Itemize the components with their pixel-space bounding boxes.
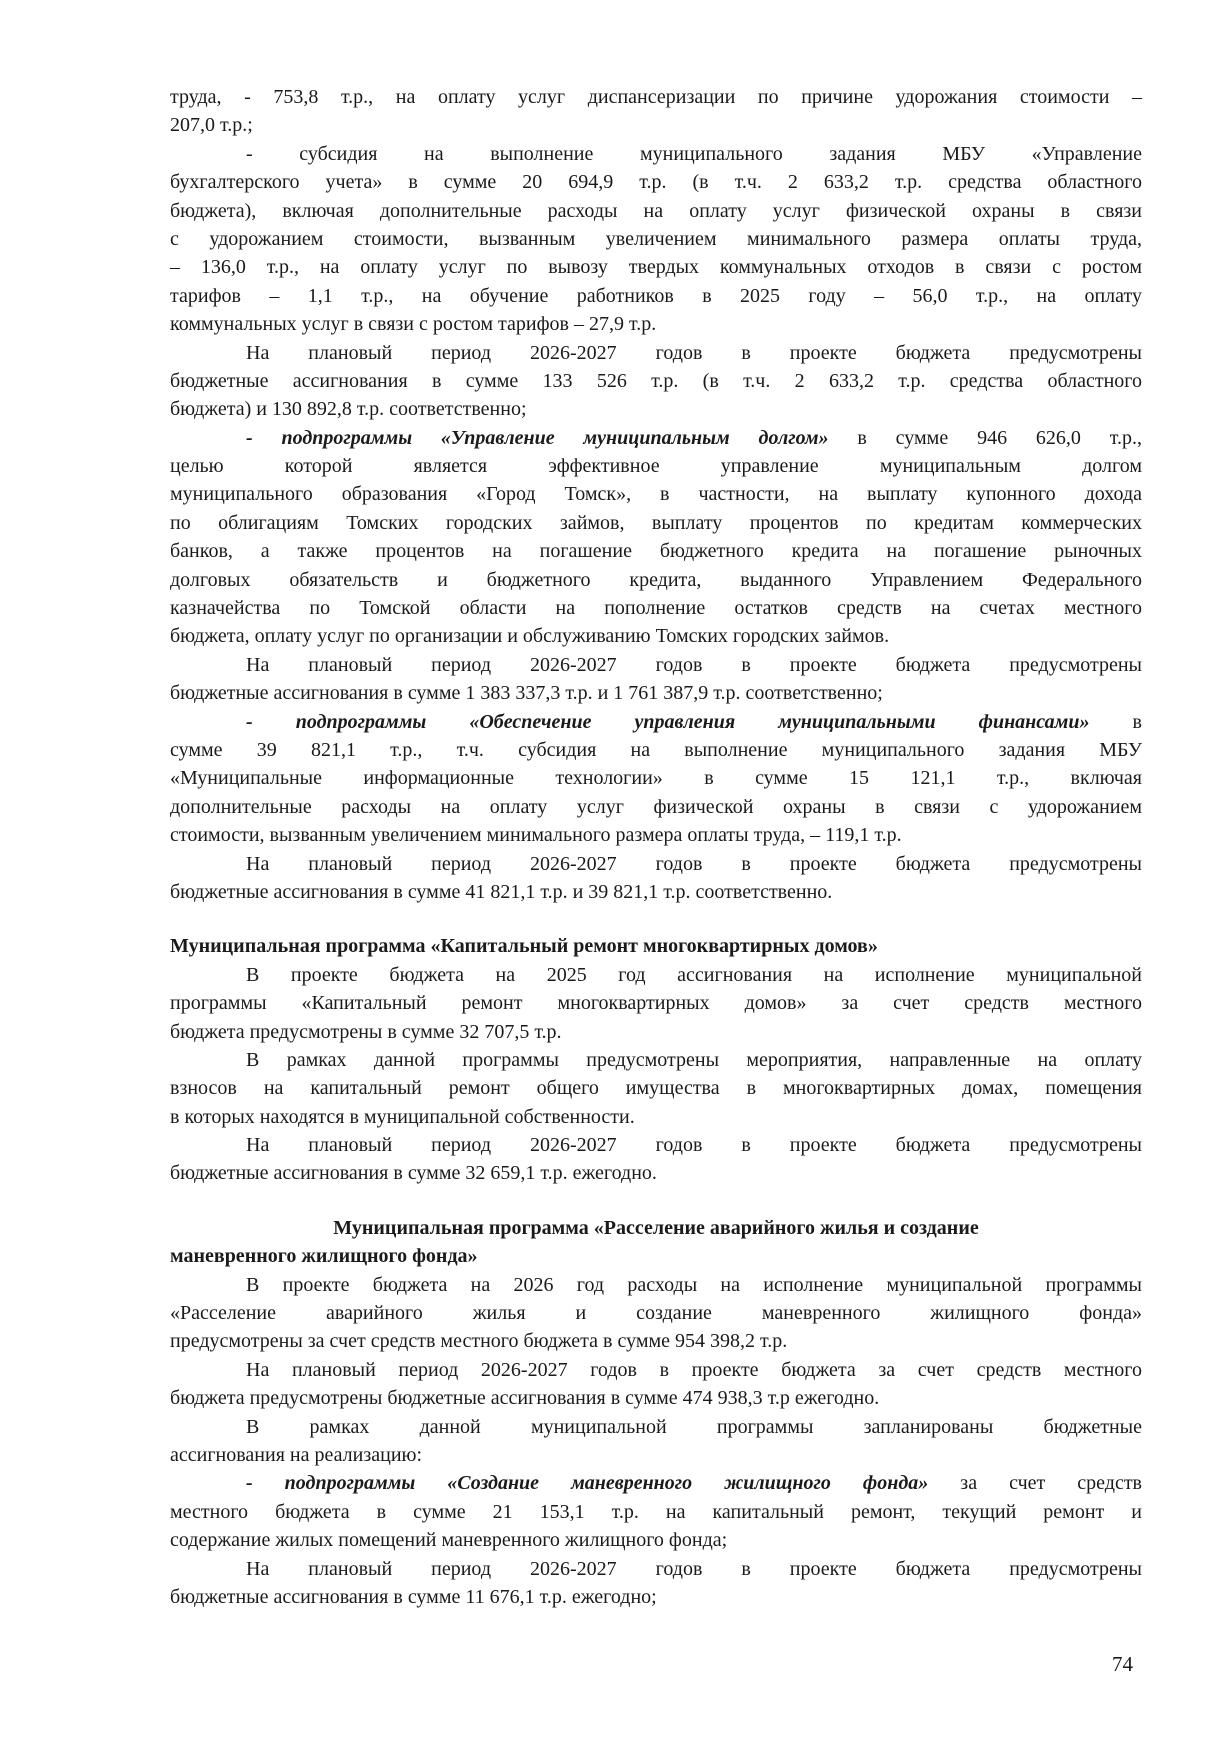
text-span: за счет средств	[928, 1472, 1142, 1495]
text-line: банков, а также процентов на погашение бюджетного кредита на погашение рыночных	[170, 540, 1142, 563]
paragraph	[170, 424, 1142, 651]
text-line: муниципального образования «Город Томск», в частности, на выплату купонного дохода	[170, 483, 1142, 506]
text-line: бюджета предусмотрены в сумме 32 707,5 т.р.	[170, 1020, 562, 1043]
text-line: На плановый период 2026-2027 годов в проекте бюджета предусмотрены	[246, 852, 1142, 875]
paragraph	[170, 1469, 1142, 1554]
subprogram-title: - подпрограммы «Обеспечение управления муниципальными финансами»	[246, 710, 1090, 733]
section-heading	[170, 1214, 1142, 1271]
text-line: На плановый период 2026-2027 годов в проекте бюджета предусмотрены	[246, 1134, 1142, 1157]
paragraph	[170, 83, 1142, 140]
text-line: бюджетные ассигнования в сумме 32 659,1 т.р. ежегодно.	[170, 1162, 657, 1185]
paragraph	[170, 1356, 1142, 1413]
subprogram-title: - подпрограммы «Создание маневренного жилищного фонда»	[246, 1472, 929, 1495]
document-body	[170, 83, 1142, 1611]
text-line: коммунальных услуг в связи с ростом тарифов – 27,9 т.р.	[170, 313, 657, 336]
text-line: В проекте бюджета на 2025 год ассигнования на исполнение муниципальной	[246, 963, 1142, 986]
text-line: местного бюджета в сумме 21 153,1 т.р. на капитальный ремонт, текущий ремонт и	[170, 1500, 1142, 1523]
text-line: целью которой является эффективное управление муниципальным долгом	[170, 455, 1142, 478]
text-line: труда, - 753,8 т.р., на оплату услуг диспансеризации по причине удорожания стоимости –	[170, 86, 1142, 108]
text-line: бюджетные ассигнования в сумме 1 383 337,3 т.р. и 1 761 387,9 т.р. соответственно;	[170, 682, 883, 705]
text-line: «Расселение аварийного жилья и создание маневренного жилищного фонда»	[170, 1302, 1142, 1325]
paragraph	[170, 1131, 1142, 1188]
text-line: программы «Капитальный ремонт многоквартирных домов» за счет средств местного	[170, 992, 1142, 1015]
text-line: Муниципальная программа «Расселение аварийного жилья и создание	[333, 1216, 979, 1239]
text-line: содержание жилых помещений маневренного жилищного фонда;	[170, 1529, 728, 1552]
paragraph	[170, 140, 1142, 339]
paragraph	[170, 1555, 1142, 1612]
text-line: На плановый период 2026-2027 годов в проекте бюджета предусмотрены	[246, 653, 1142, 676]
text-line: предусмотрены за счет средств местного бюджета в сумме 954 398,2 т.р.	[170, 1330, 788, 1353]
text-line: бюджетные ассигнования в сумме 41 821,1 т.р. и 39 821,1 т.р. соответственно.	[170, 880, 833, 903]
text-line: по облигациям Томских городских займов, выплату процентов по кредитам коммерческих	[170, 511, 1142, 534]
text-line: бюджета предусмотрены бюджетные ассигнования в сумме 474 938,3 т.р ежегодно.	[170, 1387, 880, 1410]
text-line	[170, 424, 1142, 452]
text-line: сумме 39 821,1 т.р., т.ч. субсидия на выполнение муниципального задания МБУ	[170, 738, 1142, 761]
text-span: в сумме 946 626,0 т.р.,	[828, 426, 1142, 449]
paragraph	[170, 850, 1142, 907]
text-line: В проекте бюджета на 2026 год расходы на исполнение муниципальной программы	[246, 1273, 1142, 1296]
text-line	[170, 708, 1142, 736]
text-line: На плановый период 2026-2027 годов в проекте бюджета за счет средств местного	[246, 1358, 1142, 1381]
paragraph	[170, 1413, 1142, 1470]
text-line: На плановый период 2026-2027 годов в проекте бюджета предусмотрены	[246, 341, 1142, 364]
section-heading	[170, 932, 1142, 960]
text-line: 207,0 т.р.;	[170, 114, 253, 137]
paragraph	[170, 339, 1142, 424]
text-line: стоимости, вызванным увеличением минимального размера оплаты труда, – 119,1 т.р.	[170, 824, 902, 847]
paragraph	[170, 651, 1142, 708]
page-number: 74	[1112, 1652, 1133, 1676]
text-line: бюджета), включая дополнительные расходы на оплату услуг физической охраны в связи	[170, 199, 1142, 222]
text-line: «Муниципальные информационные технологии» в сумме 15 121,1 т.р., включая	[170, 767, 1142, 790]
paragraph	[170, 1271, 1142, 1356]
text-line: бюджета, оплату услуг по организации и обслуживанию Томских городских займов.	[170, 625, 890, 648]
text-line: бухгалтерского учета» в сумме 20 694,9 т.р. (в т.ч. 2 633,2 т.р. средства областного	[170, 171, 1142, 194]
text-line: в которых находятся в муниципальной собственности.	[170, 1105, 635, 1128]
text-line: В рамках данной программы предусмотрены мероприятия, направленные на оплату	[246, 1048, 1142, 1071]
paragraph	[170, 708, 1142, 850]
text-line: с удорожанием стоимости, вызванным увеличением минимального размера оплаты труда,	[170, 227, 1142, 250]
text-line: бюджетные ассигнования в сумме 133 526 т.р. (в т.ч. 2 633,2 т.р. средства областного	[170, 369, 1142, 392]
text-line: ассигнования на реализацию:	[170, 1443, 423, 1466]
text-line: бюджета) и 130 892,8 т.р. соответственно;	[170, 398, 527, 421]
text-span: в	[1089, 710, 1142, 733]
text-line: Муниципальная программа «Капитальный ремонт многоквартирных домов»	[170, 935, 878, 958]
text-line: - субсидия на выполнение муниципального задания МБУ «Управление	[246, 142, 1142, 165]
text-line: долговых обязательств и бюджетного кредита, выданного Управлением Федерального	[170, 568, 1142, 591]
text-line: казначейства по Томской области на пополнение остатков средств на счетах местного	[170, 597, 1142, 620]
text-line: В рамках данной муниципальной программы запланированы бюджетные	[246, 1415, 1142, 1438]
text-line: – 136,0 т.р., на оплату услуг по вывозу твердых коммунальных отходов в связи с ростом	[170, 256, 1142, 279]
text-line: дополнительные расходы на оплату услуг физической охраны в связи с удорожанием	[170, 795, 1142, 818]
text-line: взносов на капитальный ремонт общего имущества в многоквартирных домах, помещения	[170, 1077, 1142, 1100]
paragraph	[170, 961, 1142, 1046]
text-line: На плановый период 2026-2027 годов в проекте бюджета предусмотрены	[246, 1557, 1142, 1580]
text-line: маневренного жилищного фонда»	[170, 1245, 478, 1268]
text-line: тарифов – 1,1 т.р., на обучение работников в 2025 году – 56,0 т.р., на оплату	[170, 284, 1142, 307]
subprogram-title: - подпрограммы «Управление муниципальным долгом»	[246, 426, 829, 449]
text-line	[170, 1469, 1142, 1497]
paragraph	[170, 1046, 1142, 1131]
text-line: бюджетные ассигнования в сумме 11 676,1 т.р. ежегодно;	[170, 1585, 657, 1608]
